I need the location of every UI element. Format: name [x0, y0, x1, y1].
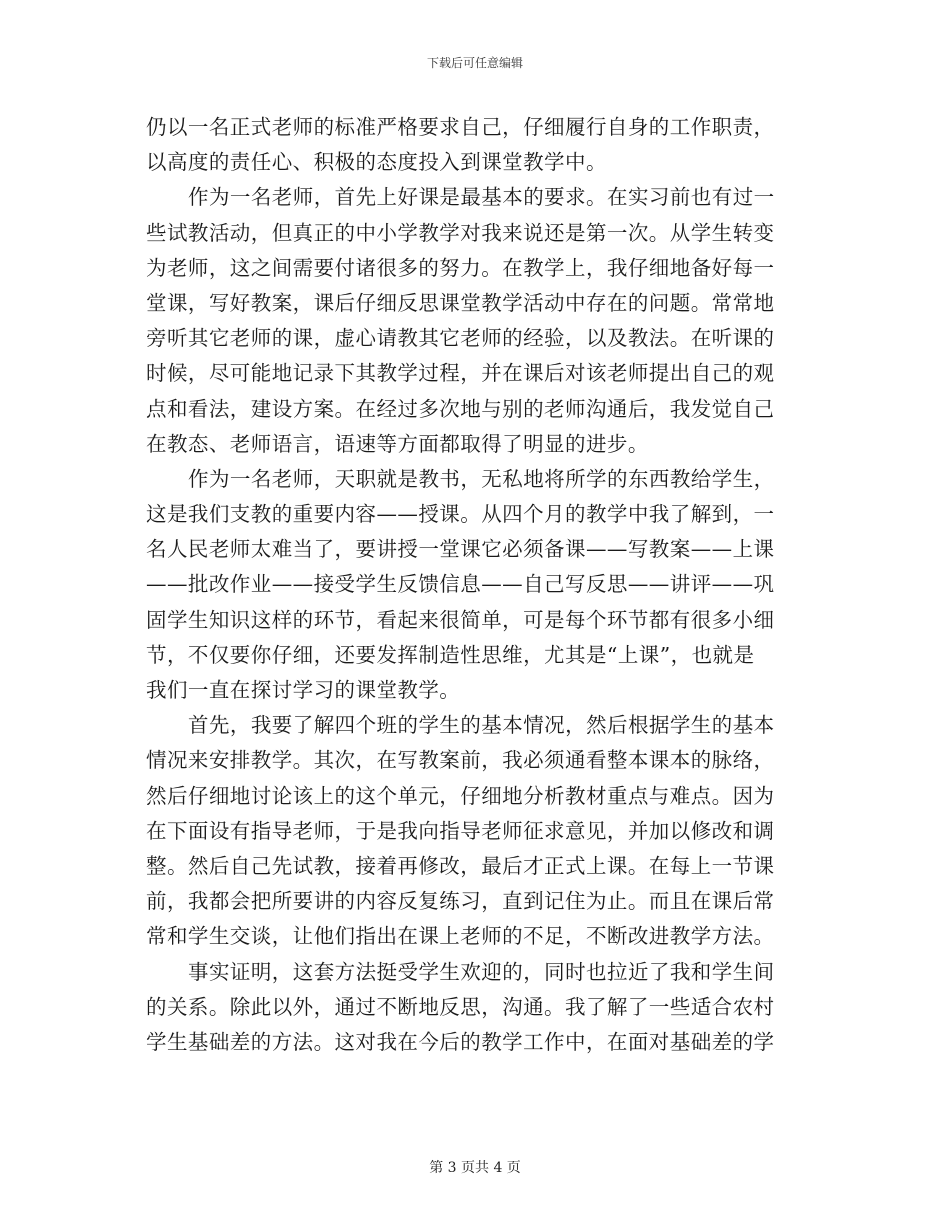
- text-line: 首先，我要了解四个班的学生的基本情况，然后根据学生的基本: [188, 713, 775, 738]
- text-line: 名人民老师太难当了，要讲授一堂课它必须备课——写教案——上课: [146, 537, 775, 562]
- text-line: 这是我们支教的重要内容——授课。从四个月的教学中我了解到，一: [146, 502, 775, 527]
- text-line: 在教态、老师语言，语速等方面都取得了明显的进步。: [146, 431, 649, 456]
- text-line: 固学生知识这样的环节，看起来很简单，可是每个环节都有很多小细: [146, 607, 775, 632]
- text-line: 以高度的责任心、积极的态度投入到课堂教学中。: [146, 150, 607, 175]
- text-line: ——批改作业——接受学生反馈信息——自己写反思——讲评——巩: [146, 572, 775, 597]
- text-line: 学生基础差的方法。这对我在今后的教学工作中，在面对基础差的学: [146, 1029, 775, 1054]
- document-body: [146, 110, 806, 1060]
- text-line: 作为一名老师，首先上好课是最基本的要求。在实习前也有过一: [188, 185, 775, 210]
- text-line: 的关系。除此以外，通过不断地反思，沟通。我了解了一些适合农村: [146, 994, 775, 1019]
- text-line: 仍以一名正式老师的标准严格要求自己，仔细履行自身的工作职责，: [146, 115, 775, 139]
- text-line: 事实证明，这套方法挺受学生欢迎的，同时也拉近了我和学生间: [188, 959, 775, 984]
- text-line: 点和看法，建设方案。在经过多次地与别的老师沟通后，我发觉自己: [146, 396, 775, 421]
- text-line: 然后仔细地讨论该上的这个单元，仔细地分析教材重点与难点。因为: [146, 783, 775, 808]
- text-line: 常和学生交谈，让他们指出在课上老师的不足，不断改进教学方法。: [146, 924, 775, 949]
- page-header: 下载后可任意编辑: [426, 56, 523, 70]
- page-footer: 第 3 页共 4 页: [429, 1160, 521, 1176]
- text-line: 我们一直在探讨学习的课堂教学。: [146, 678, 461, 702]
- text-line: 堂课，写好教案，课后仔细反思课堂教学活动中存在的问题。常常地: [146, 290, 775, 315]
- text-line: 些试教活动，但真正的中小学教学对我来说还是第一次。从学生转变: [146, 220, 775, 245]
- text-line: 时候，尽可能地记录下其教学过程，并在课后对该老师提出自己的观: [146, 361, 775, 386]
- text-line: 为老师，这之间需要付诸很多的努力。在教学上，我仔细地备好每一: [146, 255, 775, 280]
- text-line: 前，我都会把所要讲的内容反复练习，直到记住为止。而且在课后常: [146, 889, 775, 914]
- text-line: 在下面设有指导老师，于是我向指导老师征求意见，并加以修改和调: [146, 818, 775, 843]
- text-line: 作为一名老师，天职就是教书，无私地将所学的东西教给学生，: [188, 466, 775, 491]
- text-line: 情况来安排教学。其次，在写教案前，我必须通看整本课本的脉络，: [146, 748, 775, 773]
- text-line: 节，不仅要你仔细，还要发挥制造性思维，尤其是“上课”，也就是: [146, 642, 755, 667]
- text-line: 整。然后自己先试教，接着再修改，最后才正式上课。在每上一节课: [146, 853, 775, 878]
- text-line: 旁听其它老师的课，虚心请教其它老师的经验，以及教法。在听课的: [146, 326, 775, 351]
